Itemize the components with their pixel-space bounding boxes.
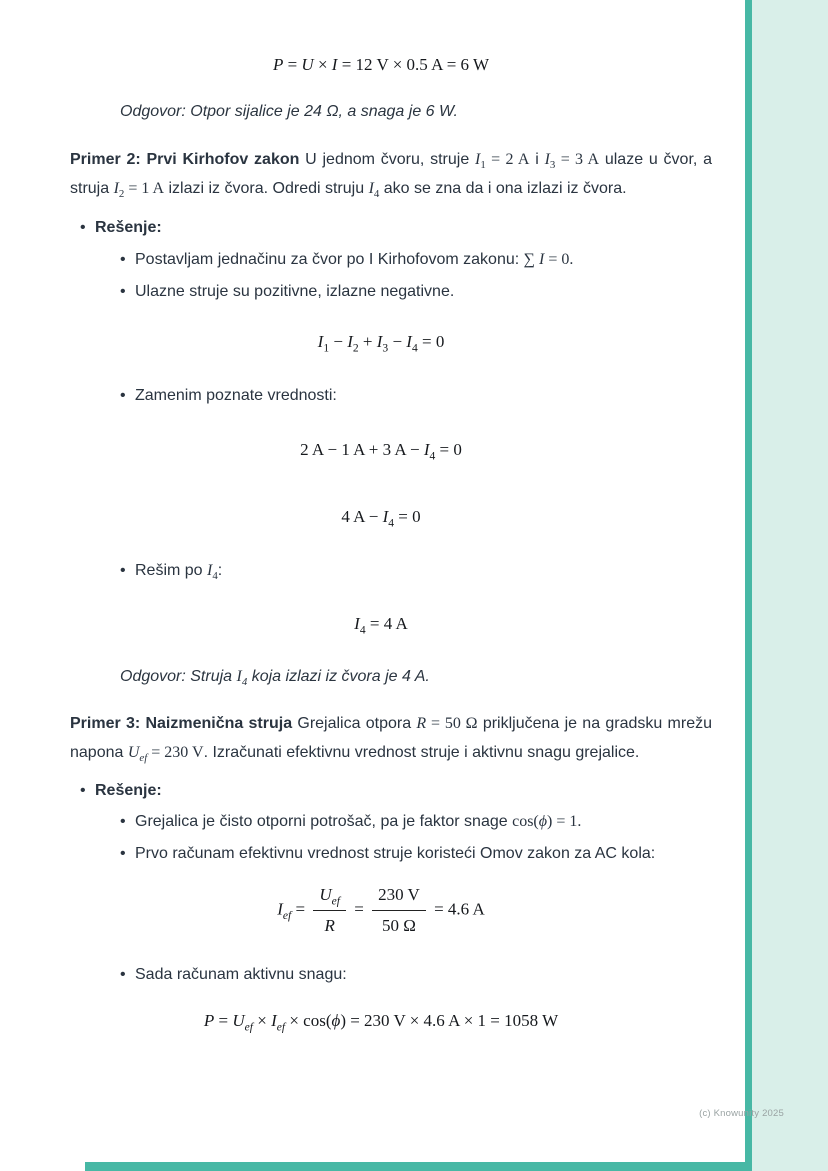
list-item-text: Ulazne struje su pozitivne, izlazne negativne. xyxy=(135,283,455,300)
bullet-icon: • xyxy=(120,387,126,404)
formula-power-primer1: P = U × I = 12 V × 0.5 A = 6 W xyxy=(272,55,490,74)
list-item-text: Zamenim poznate vrednosti: xyxy=(135,387,337,404)
formula-effective-current: $I_{ef}$ = $\frac{U_{ef}}{R}$ = $\frac{230 V}{50 \Omega}$ = 4.6 A xyxy=(70,882,712,939)
paragraph-primer2: Primer 2: Prvi Kirhofov zakon U jednom čvoru, struje $I_1 = 2$ A i $I_3 = 3$ A ulaze u čvor, a struja $I_2 = 1$ A izlazi iz čvora. Odredi struju $I_4$ ako se zna da i ona izlazi iz čvora. xyxy=(70,151,713,201)
bullet-icon: • xyxy=(120,283,126,300)
list-item-solve-i4 xyxy=(70,556,712,585)
bullet-icon: • xyxy=(120,562,126,579)
list-item-active-power xyxy=(70,960,712,989)
list-item-resenje-primer2 xyxy=(70,213,712,242)
list-item-text: Grejalica je čisto otporni potrošač, pa je faktor snage cos(ϕ) = 1. xyxy=(135,813,582,830)
formula-active-power: $P = U_{ef} \times I_{ef} \times \cos(\phi) = 230$ V × 4.6 A × 1 = 1058 W xyxy=(203,1011,559,1034)
bullet-icon: • xyxy=(120,966,126,983)
bullet-icon: • xyxy=(80,219,86,236)
formula-substituted: 2 A − 1 A + 3 $A - I_4 = 0$ xyxy=(300,440,462,463)
bullet-icon: • xyxy=(80,782,86,799)
answer-primer2: Odgovor: Struja $I_4$ koja izlazi iz čvora je 4 A. xyxy=(120,668,430,689)
list-item-current-signs xyxy=(70,277,712,306)
list-item-ohms-law-ac xyxy=(70,839,712,868)
list-item-kirchhoff-equation xyxy=(70,245,712,274)
formula-i4-result: $I_4 = 4$ A xyxy=(354,614,408,637)
formula-simplified: 4 $A - I_4 = 0$ xyxy=(341,507,421,530)
list-item-text: Prvo računam efektivnu vrednost struje koristeći Omov zakon za AC kola: xyxy=(135,845,656,862)
bullet-icon: • xyxy=(120,813,126,830)
list-item-text: Postavljam jednačinu za čvor po I Kirhofovom zakonu: ∑ I = 0. xyxy=(135,251,574,268)
answer-primer1: Odgovor: Otpor sijalice je 24 Ω, a snaga je 6 W. xyxy=(120,103,458,120)
list-item-text: Sada računam aktivnu snagu: xyxy=(135,966,347,983)
page-bottom-accent-bar xyxy=(85,1162,752,1171)
list-item-resenje-primer3 xyxy=(70,776,712,805)
list-item-substitute-values xyxy=(70,381,712,410)
paragraph-primer3: Primer 3: Naizmenična struja Grejalica otpora R = 50 Ω priključena je na gradsku mrežu napona $U_{ef} = 230$ V. Izračunati efektivnu vrednost struje i aktivnu snagu grejalice. xyxy=(70,715,712,765)
bullet-icon: • xyxy=(120,845,126,862)
bullet-icon: • xyxy=(120,251,126,268)
watermark: (c) Knowunity 2025 xyxy=(699,1108,784,1119)
list-item-text: Rešim po $I_4$: xyxy=(135,562,223,583)
page-edge-accent-line xyxy=(745,0,752,1171)
page-content xyxy=(70,0,712,1034)
resenje-label: Rešenje: xyxy=(95,219,162,236)
resenje-label: Rešenje: xyxy=(95,782,162,799)
formula-node-equation: $I_1 - I_2 + I_3 - I_4 = 0$ xyxy=(317,332,445,355)
background-mint-band xyxy=(752,0,828,1171)
list-item-power-factor xyxy=(70,807,712,836)
